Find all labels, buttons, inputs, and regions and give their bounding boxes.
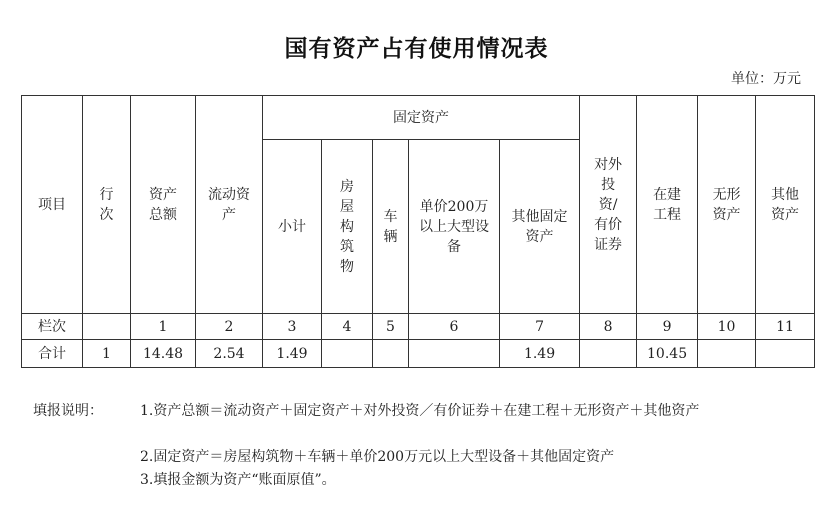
table-cell: 4 xyxy=(322,314,373,340)
page-title: 国有资产占有使用情况表 xyxy=(284,35,549,62)
row-label: 栏次 xyxy=(22,314,83,340)
table-cell: 6 xyxy=(409,314,500,340)
table-cell: 10 xyxy=(698,314,756,340)
table-cell: 1.49 xyxy=(263,340,322,368)
table-cell: 7 xyxy=(500,314,580,340)
header-investments: 对外投资/有价证券 xyxy=(580,96,637,314)
header-large-equipment: 单价200万以上大型设备 xyxy=(409,140,500,314)
table-cell: 2.54 xyxy=(196,340,263,368)
table-cell: 2 xyxy=(196,314,263,340)
table-cell xyxy=(409,340,500,368)
header-fixed-assets: 固定资产 xyxy=(263,96,580,140)
table-cell: 14.48 xyxy=(131,340,196,368)
header-vehicles: 车辆 xyxy=(373,140,409,314)
notes-label: 填报说明： xyxy=(33,403,103,419)
asset-table xyxy=(21,95,815,368)
table-cell: 3 xyxy=(263,314,322,340)
header-row-1 xyxy=(22,96,815,140)
table-cell: 11 xyxy=(756,314,815,340)
table-cell: 9 xyxy=(637,314,698,340)
header-other-fixed: 其他固定资产 xyxy=(500,140,580,314)
table-cell xyxy=(756,340,815,368)
note-item: 3.填报金额为资产“账面原值”。 xyxy=(140,472,336,488)
header-line: 行次 xyxy=(83,96,131,314)
total-row xyxy=(22,340,815,368)
header-item: 项目 xyxy=(22,96,83,314)
table-cell: 8 xyxy=(580,314,637,340)
table-cell: 1.49 xyxy=(500,340,580,368)
header-construction: 在建工程 xyxy=(637,96,698,314)
note-item: 2.固定资产＝房屋构筑物＋车辆＋单价200万元以上大型设备＋其他固定资产 xyxy=(140,449,615,465)
table-cell: 1 xyxy=(131,314,196,340)
header-buildings: 房屋构筑物 xyxy=(322,140,373,314)
header-current-assets: 流动资产 xyxy=(196,96,263,314)
unit-label: 单位：万元 xyxy=(731,71,801,87)
table-cell: 5 xyxy=(373,314,409,340)
note-item: 1.资产总额＝流动资产＋固定资产＋对外投资／有价证券＋在建工程＋无形资产＋其他资产 xyxy=(140,403,700,419)
table-cell xyxy=(373,340,409,368)
row-label: 合计 xyxy=(22,340,83,368)
header-other-assets: 其他资产 xyxy=(756,96,815,314)
table-cell xyxy=(83,314,131,340)
table-cell: 10.45 xyxy=(637,340,698,368)
table-cell xyxy=(322,340,373,368)
header-intangible: 无形资产 xyxy=(698,96,756,314)
header-total-assets: 资产总额 xyxy=(131,96,196,314)
table-cell xyxy=(580,340,637,368)
table-cell: 1 xyxy=(83,340,131,368)
header-subtotal: 小计 xyxy=(263,140,322,314)
table-cell xyxy=(698,340,756,368)
column-number-row xyxy=(22,314,815,340)
